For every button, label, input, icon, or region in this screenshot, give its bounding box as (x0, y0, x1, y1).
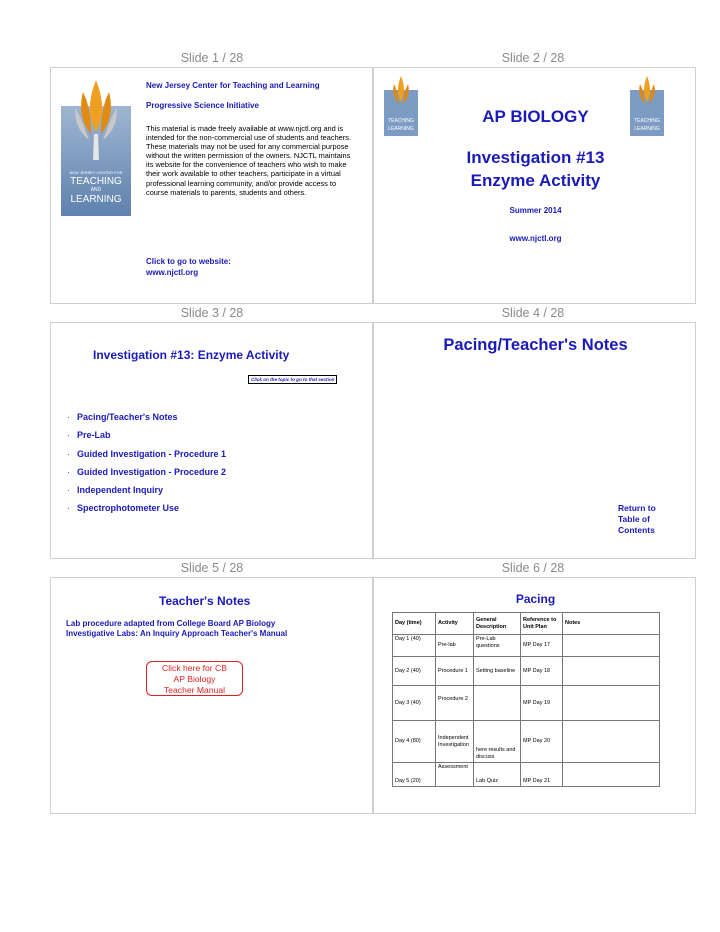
toc-hint-box: Click on the topic to go to that section (248, 375, 337, 384)
logo-left-text-learning: LEARNING (388, 126, 414, 132)
table-cell (474, 686, 521, 721)
website-link-label[interactable]: Click to go to website: (146, 257, 231, 266)
table-cell: Pre-lab (436, 635, 474, 657)
bullet-icon: · (67, 430, 70, 441)
table-cell: Day 3 (40) (393, 686, 436, 721)
slide-caption-3: Slide 3 / 28 (180, 306, 244, 320)
toc-item-label: Independent Inquiry (77, 485, 164, 496)
toc-item-pacing[interactable] (67, 411, 226, 429)
bullet-icon: · (67, 466, 70, 477)
header-cell: Reference to Unit Plan (521, 613, 563, 635)
org-name: New Jersey Center for Teaching and Learning (146, 81, 320, 90)
return-toc-link[interactable] (618, 503, 656, 536)
return-toc-line1: Return to (618, 503, 656, 513)
slide-3[interactable] (50, 322, 373, 559)
slide-4[interactable] (373, 322, 696, 559)
toc-item-spectrophotometer[interactable] (67, 502, 226, 520)
header-cell: Notes (563, 613, 660, 635)
table-cell: MP Day 19 (521, 686, 563, 721)
table-row (393, 763, 660, 787)
table-cell: MP Day 17 (521, 635, 563, 657)
toc-item-label: Pre-Lab (77, 430, 111, 441)
table-cell (563, 763, 660, 787)
table-cell: Day 2 (40) (393, 657, 436, 686)
slide-6[interactable] (373, 577, 696, 814)
bullet-icon: · (67, 485, 70, 496)
cb-button-line2: AP Biology (173, 674, 216, 684)
cb-button-line3: Teacher Manual (163, 685, 226, 695)
toc-item-label: Guided Investigation - Procedure 1 (77, 448, 227, 459)
lab-source-line2: Investigative Labs: An Inquiry Approach Teacher's Manual (66, 629, 288, 638)
table-row (393, 686, 660, 721)
lab-source-line1: Lab procedure adapted from College Board AP Biology (66, 619, 276, 628)
slide-caption-5: Slide 5 / 28 (180, 561, 244, 575)
logo-text-learning: LEARNING (70, 194, 122, 205)
bullet-icon: · (67, 448, 70, 459)
toc-item-label: Spectrophotometer Use (77, 503, 180, 514)
date-label: Summer 2014 (509, 206, 562, 215)
cb-manual-button[interactable] (146, 661, 243, 696)
logo-left-text-teaching: TEACHING (388, 118, 414, 124)
table-cell (563, 657, 660, 686)
table-header-row (393, 613, 660, 635)
initiative-name: Progressive Science Initiative (146, 101, 259, 110)
table-cell: MP Day 21 (521, 763, 563, 787)
logo-small-left (384, 76, 418, 136)
table-cell: Day 4 (80) (393, 721, 436, 763)
website-link-url[interactable]: www.njctl.org (146, 268, 199, 277)
njctl-logo (61, 78, 131, 216)
table-cell: MP Day 18 (521, 657, 563, 686)
slide-2[interactable] (373, 67, 696, 304)
header-cell: General Description (474, 613, 521, 635)
table-row (393, 657, 660, 686)
logo-right-text-learning: LEARNING (634, 126, 660, 132)
slide-caption-2: Slide 2 / 28 (501, 51, 565, 65)
table-cell: Day 1 (40) (393, 635, 436, 657)
table-row (393, 721, 660, 763)
bullet-icon: · (67, 503, 70, 514)
course-title: AP BIOLOGY (482, 107, 589, 126)
table-cell: Setting baseline (474, 657, 521, 686)
logo-text-and: AND (90, 187, 102, 193)
cb-button-line1: Click here for CB (162, 663, 227, 673)
table-cell: Assessment (436, 763, 474, 787)
table-cell: MP Day 20 (521, 721, 563, 763)
toc-title: Investigation #13: Enzyme Activity (93, 348, 290, 362)
pacing-table (392, 612, 660, 787)
logo-right-text-teaching: TEACHING (634, 118, 660, 124)
header-cell: Day (time) (393, 613, 436, 635)
table-cell: Day 5 (20) (393, 763, 436, 787)
table-row (393, 635, 660, 657)
slide-1[interactable] (50, 67, 373, 304)
slide-caption-4: Slide 4 / 28 (501, 306, 565, 320)
investigation-subtitle: Enzyme Activity (470, 171, 601, 190)
website-url[interactable]: www.njctl.org (509, 234, 562, 243)
table-cell: Pre-Lab questions (474, 635, 521, 657)
toc-item-independent[interactable] (67, 484, 226, 502)
return-toc-line2: Table of (618, 514, 650, 524)
slide5-title: Teacher's Notes (159, 594, 251, 608)
slide6-title: Pacing (515, 592, 556, 606)
slide-caption-6: Slide 6 / 28 (501, 561, 565, 575)
toc-item-procedure-1[interactable] (67, 448, 226, 466)
table-cell: here results and discuss (474, 721, 521, 763)
toc-item-prelab[interactable] (67, 429, 226, 447)
table-cell: Procedure 1 (436, 657, 474, 686)
table-cell (563, 721, 660, 763)
table-cell: Independent Investigation (436, 721, 474, 763)
table-cell: Procedure 2 (436, 686, 474, 721)
bullet-icon: · (67, 412, 70, 422)
logo-small-right (630, 76, 664, 136)
disclaimer-text: This material is made freely available at www.njctl.org and is intended for the non-commercial use of students and teachers. These materials may not be used for any commercial purpose without the written permission of the owners. NJCTL maintains its website for the convenience of teachers who wish to make their work available to other teachers, participate in a virtual professional learning community, and/or provide access to course materials to parents, students and others. (146, 124, 352, 197)
toc-item-procedure-2[interactable] (67, 466, 226, 484)
slide-caption-1: Slide 1 / 28 (180, 51, 244, 65)
logo-text-teaching: TEACHING (70, 176, 122, 187)
return-toc-line3: Contents (618, 525, 655, 535)
toc-item-label: Pacing/Teacher's Notes (77, 412, 178, 422)
toc-list (67, 411, 226, 521)
logo-text-top: NEW JERSEY CENTER FOR (69, 170, 123, 175)
table-cell (563, 686, 660, 721)
slide4-title: Pacing/Teacher's Notes (443, 336, 628, 354)
toc-item-label: Guided Investigation - Procedure 2 (77, 466, 227, 477)
investigation-title: Investigation #13 (466, 148, 605, 167)
slide-5[interactable] (50, 577, 373, 814)
table-cell (563, 635, 660, 657)
table-cell: Lab Quiz (474, 763, 521, 787)
header-cell: Activity (436, 613, 474, 635)
